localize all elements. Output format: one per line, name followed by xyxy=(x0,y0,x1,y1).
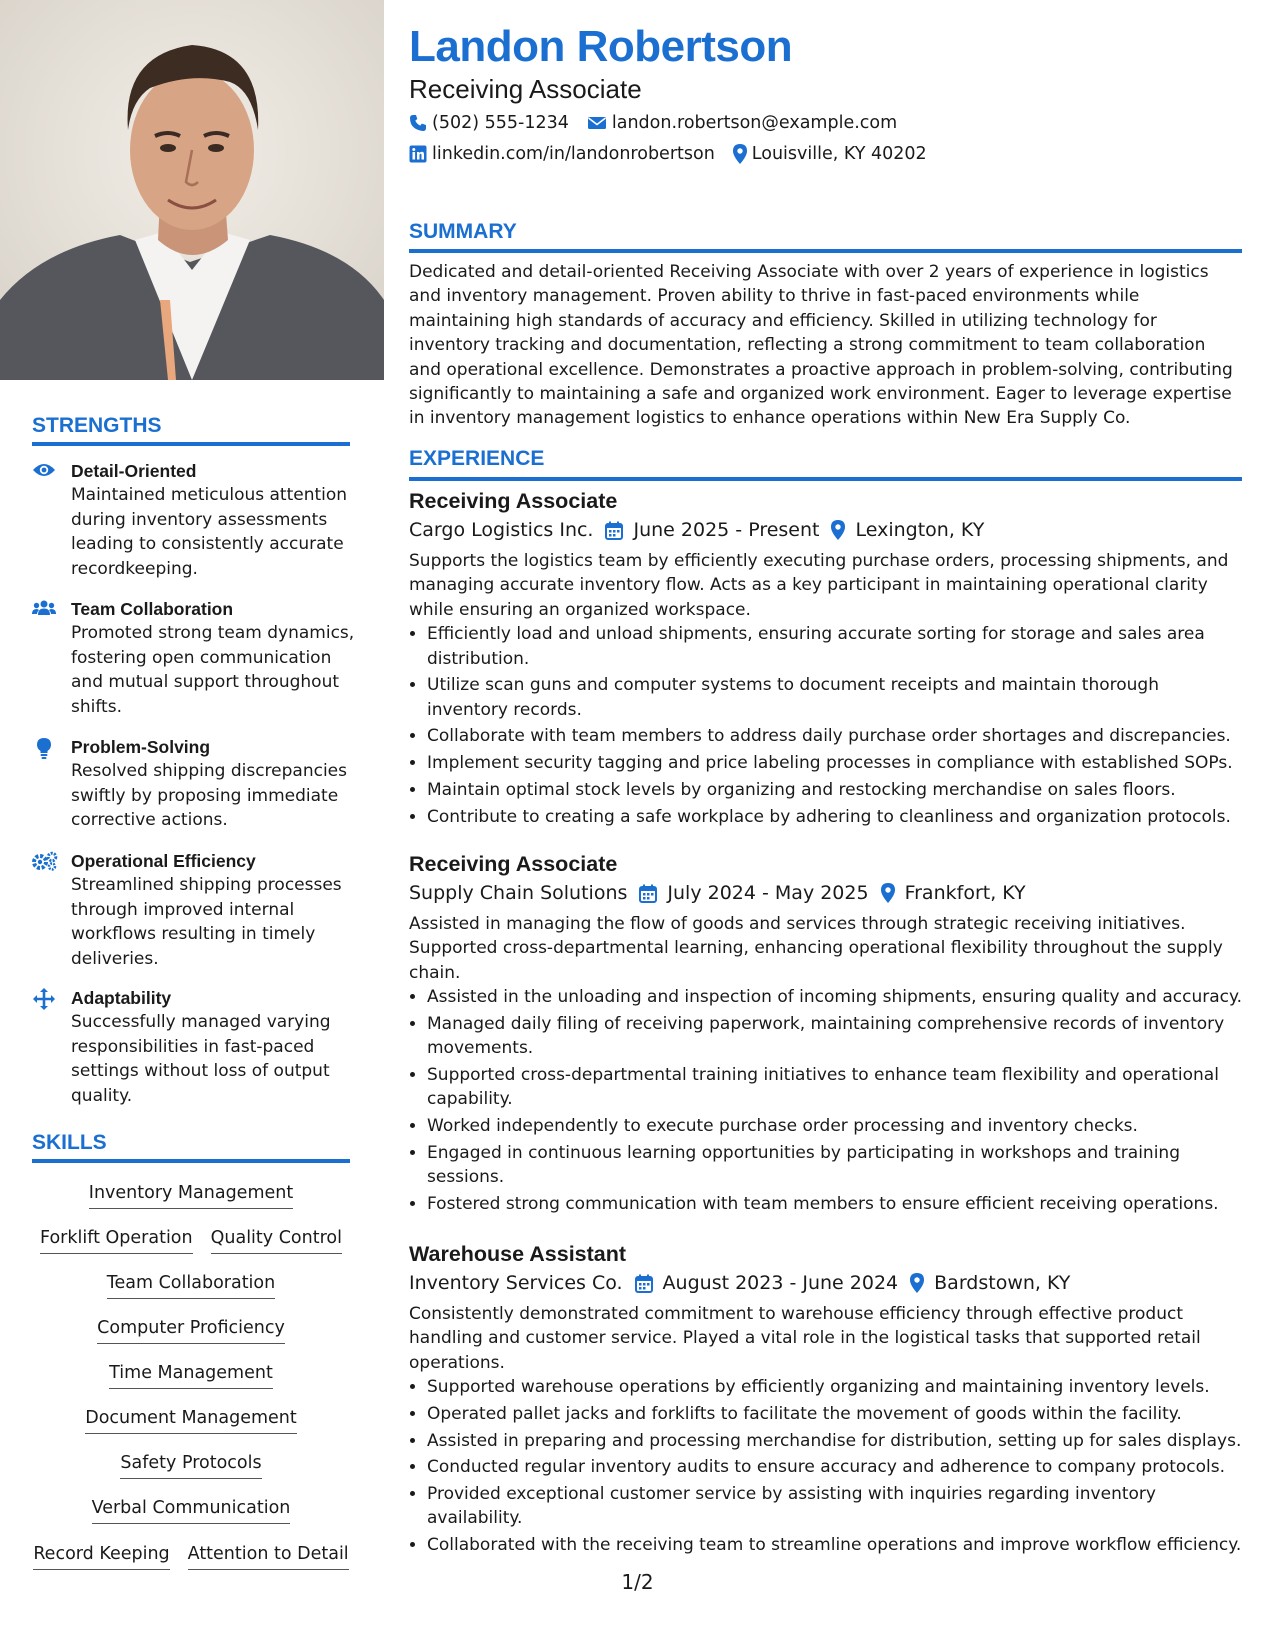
skill-tag: Record Keeping xyxy=(33,1544,169,1570)
skills-row xyxy=(32,1273,350,1299)
job-bullet: • Implement security tagging and price labeling processes in compliance with established SOPs. xyxy=(427,751,1244,775)
job-title: Warehouse Assistant xyxy=(409,1242,627,1266)
phone-icon xyxy=(409,114,427,132)
company-name: Cargo Logistics Inc. xyxy=(409,519,594,541)
location-text: Louisville, KY 40202 xyxy=(751,144,927,164)
arrows-move-icon xyxy=(32,988,56,1014)
strength-title: Operational Efficiency xyxy=(71,851,256,871)
strengths-heading: STRENGTHS xyxy=(32,414,162,437)
job-dates: July 2024 - May 2025 xyxy=(667,882,869,904)
job-dates: June 2025 - Present xyxy=(633,519,820,541)
job-description: Assisted in managing the flow of goods and services through strategic receiving initiatives. Supported cross-departmental learning, enhancing operational flexibility throughout the supply chain. xyxy=(409,914,1223,983)
skills-row xyxy=(32,1318,350,1344)
calendar-icon xyxy=(639,884,657,903)
calendar-icon xyxy=(635,1274,653,1293)
strength-description: Maintained meticulous attention during inventory assessments leading to consistently accurate recordkeeping. xyxy=(71,485,348,579)
job-bullet: • Worked independently to execute purchase order processing and inventory checks. xyxy=(427,1114,1244,1138)
skill-tag: Computer Proficiency xyxy=(97,1318,285,1344)
job-location: Lexington, KY xyxy=(855,519,985,541)
job-bullet: • Supported warehouse operations by efficiently organizing and maintaining inventory levels. xyxy=(427,1375,1244,1399)
map-pin-icon xyxy=(733,144,747,164)
eye-icon xyxy=(32,461,56,483)
skill-tag: Safety Protocols xyxy=(120,1453,261,1479)
job-bullet: • Engaged in continuous learning opportunities by participating in workshops and training sessions. xyxy=(427,1141,1244,1190)
strength-description: Promoted strong team dynamics, fostering open communication and mutual support throughout shifts. xyxy=(71,623,355,717)
summary-text: Dedicated and detail-oriented Receiving Associate with over 2 years of experience in logistics and inventory management. Proven ability to thrive in fast-paced environments while maintaining high standards of accuracy and efficiency. Skilled in utilizing technology for inventory tracking and documentation, reflecting a strong commitment to team collaboration and operational excellence. Demonstrates a proactive approach in problem-solving, contributing significantly to maintaining a safe and organized work environment. Eager to leverage expertise in inventory management logistics to enhance operations within New Era Supply Co. xyxy=(409,262,1233,429)
skills-rule xyxy=(32,1159,350,1163)
job-location: Frankfort, KY xyxy=(904,882,1026,904)
strength-item xyxy=(32,988,362,1108)
skill-tag: Forklift Operation xyxy=(40,1228,193,1254)
phone-number: (502) 555-1234 xyxy=(432,113,569,133)
job-bullet: • Collaborated with the receiving team to streamline operations and improve workflow efficiency. xyxy=(427,1533,1244,1557)
job-description: Supports the logistics team by efficiently executing purchase orders, processing shipments, and managing accurate inventory flow. Acts as a key participant in maintaining operational clarity while ensuring an organized workspace. xyxy=(409,551,1229,620)
lightbulb-icon xyxy=(32,737,56,763)
job-bullet: • Contribute to creating a safe workplace by adhering to cleanliness and organization protocols. xyxy=(427,805,1244,829)
users-icon xyxy=(32,599,56,621)
job-bullet: • Supported cross-departmental training initiatives to enhance team flexibility and operational capability. xyxy=(427,1063,1244,1112)
job-bullet: • Maintain optimal stock levels by organizing and restocking merchandise on sales floors. xyxy=(427,778,1244,802)
strength-title: Adaptability xyxy=(71,988,172,1008)
experience-heading: EXPERIENCE xyxy=(409,447,545,470)
skills-heading: SKILLS xyxy=(32,1131,107,1154)
skill-tag: Attention to Detail xyxy=(188,1544,349,1570)
candidate-name: Landon Robertson xyxy=(409,22,793,71)
strength-description: Resolved shipping discrepancies swiftly by proposing immediate corrective actions. xyxy=(71,761,347,830)
map-pin-icon xyxy=(910,1273,924,1293)
strength-item xyxy=(32,461,362,581)
job-bullet: • Utilize scan guns and computer systems to document receipts and maintain thorough inventory records. xyxy=(427,673,1244,722)
summary-rule xyxy=(409,249,1242,253)
map-pin-icon xyxy=(831,520,845,540)
experience-entry xyxy=(409,1242,1244,1560)
job-bullets xyxy=(409,1375,1244,1557)
job-bullet: • Conducted regular inventory audits to ensure accuracy and adherence to company protocols. xyxy=(427,1455,1244,1479)
job-description: Consistently demonstrated commitment to warehouse efficiency through effective product handling and customer service. Played a vital role in the logistical tasks that supported retail operations. xyxy=(409,1304,1201,1373)
job-bullet: • Fostered strong communication with team members to ensure efficient receiving operations. xyxy=(427,1192,1244,1216)
job-title: Receiving Associate xyxy=(409,852,618,876)
candidate-title: Receiving Associate xyxy=(409,74,642,104)
job-bullet: • Operated pallet jacks and forklifts to facilitate the movement of goods within the facility. xyxy=(427,1402,1244,1426)
skill-tag: Quality Control xyxy=(211,1228,342,1254)
job-location: Bardstown, KY xyxy=(934,1272,1071,1294)
envelope-icon xyxy=(587,115,607,131)
strength-item xyxy=(32,851,362,971)
skills-row xyxy=(32,1498,350,1524)
contact-linkedin[interactable] xyxy=(409,144,715,164)
skills-row xyxy=(32,1183,350,1209)
job-bullets xyxy=(409,622,1244,829)
strength-description: Streamlined shipping processes through improved internal workflows resulting in timely deliveries. xyxy=(71,875,342,969)
job-bullet: • Collaborate with team members to address daily purchase order shortages and discrepancies. xyxy=(427,724,1244,748)
job-title: Receiving Associate xyxy=(409,489,618,513)
strength-description: Successfully managed varying responsibilities in fast-paced settings without loss of output quality. xyxy=(71,1012,331,1106)
page-number: 1/2 xyxy=(621,1570,654,1594)
job-bullet: • Managed daily filing of receiving paperwork, maintaining comprehensive records of inventory movements. xyxy=(427,1012,1244,1061)
sidebar xyxy=(0,0,380,1650)
company-name: Supply Chain Solutions xyxy=(409,882,628,904)
skill-tag: Verbal Communication xyxy=(92,1498,291,1524)
skills-row xyxy=(32,1453,350,1479)
job-dates: August 2023 - June 2024 xyxy=(662,1272,899,1294)
job-bullet: • Assisted in the unloading and inspection of incoming shipments, ensuring quality and accuracy. xyxy=(427,985,1244,1009)
skills-row xyxy=(32,1544,350,1570)
strengths-rule xyxy=(32,442,350,446)
job-meta xyxy=(409,882,1244,904)
contact-location xyxy=(733,144,927,164)
job-bullets xyxy=(409,985,1244,1216)
job-meta xyxy=(409,1272,1244,1294)
gears-icon xyxy=(32,851,58,875)
skills-row xyxy=(32,1408,350,1434)
skill-tag: Document Management xyxy=(85,1408,297,1434)
strength-title: Detail-Oriented xyxy=(71,461,197,481)
contact-phone[interactable] xyxy=(409,113,569,133)
skills-row xyxy=(32,1363,350,1389)
job-bullet: • Assisted in preparing and processing merchandise for distribution, setting up for sales displays. xyxy=(427,1429,1244,1453)
strength-item xyxy=(32,599,362,719)
linkedin-icon xyxy=(409,145,427,163)
contact-email[interactable] xyxy=(587,113,897,133)
strength-item xyxy=(32,737,362,833)
strength-title: Problem-Solving xyxy=(71,737,211,757)
contact-row xyxy=(409,113,915,133)
email-address: landon.robertson@example.com xyxy=(611,113,898,133)
contact-row xyxy=(409,144,945,164)
skill-tag: Inventory Management xyxy=(89,1183,293,1209)
job-bullet: • Efficiently load and unload shipments, ensuring accurate sorting for storage and sales area distribution. xyxy=(427,622,1244,671)
map-pin-icon xyxy=(881,883,895,903)
job-meta xyxy=(409,519,1244,541)
experience-rule xyxy=(409,477,1242,481)
experience-entry xyxy=(409,852,1244,1219)
calendar-icon xyxy=(605,521,623,540)
company-name: Inventory Services Co. xyxy=(409,1272,623,1294)
skills-row xyxy=(32,1228,350,1254)
skill-tag: Team Collaboration xyxy=(107,1273,275,1299)
job-bullet: • Provided exceptional customer service by assisting with inquiries regarding inventory availability. xyxy=(427,1482,1244,1531)
skill-tag: Time Management xyxy=(109,1363,273,1389)
strength-title: Team Collaboration xyxy=(71,599,234,619)
summary-heading: SUMMARY xyxy=(409,220,517,243)
profile-photo xyxy=(0,0,384,380)
experience-entry xyxy=(409,489,1244,831)
linkedin-url: linkedin.com/in/landonrobertson xyxy=(432,144,715,164)
